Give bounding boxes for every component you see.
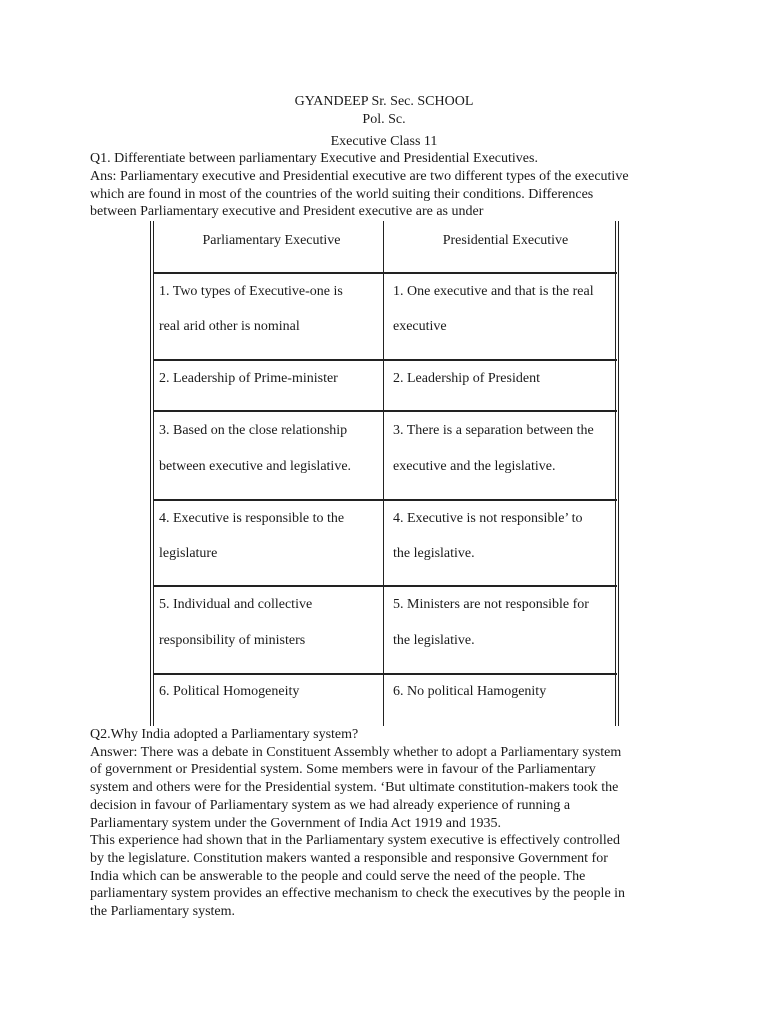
- table-cell: 5. Ministers are not responsible for: [393, 597, 589, 612]
- table-cell: executive: [393, 319, 447, 334]
- answer-1-line: Ans: Parliamentary executive and Presidential executive are two different types of the executive: [90, 169, 629, 184]
- table-cell: 1. One executive and that is the real: [393, 284, 594, 299]
- answer-2-line: by the legislature. Constitution makers wanted a responsible and responsive Government for: [90, 850, 608, 866]
- topic-class: Executive Class 11: [330, 134, 438, 149]
- question-2: Q2.Why India adopted a Parliamentary system?: [90, 727, 359, 742]
- table-cell: executive and the legislative.: [393, 459, 556, 474]
- table-cell: 6. Political Homogeneity: [159, 684, 300, 699]
- question-1: Q1. Differentiate between parliamentary Executive and Presidential Executives.: [90, 151, 538, 166]
- table-cell: 3. Based on the close relationship: [159, 423, 348, 438]
- answer-2-line: India which can be answerable to the people and could serve the need of the people. The: [90, 868, 586, 884]
- table-cell: 2. Leadership of President: [393, 371, 540, 386]
- answer-2-line: of government or Presidential system. Some members were in favour of the Parliamentary: [90, 762, 596, 778]
- table-cell: responsibility of ministers: [159, 633, 306, 648]
- table-cell: 4. Executive is responsible to the: [159, 511, 345, 526]
- table-cell: 5. Individual and collective: [159, 597, 313, 612]
- answer-1-line: between Parliamentary executive and President executive are as under: [90, 204, 484, 220]
- answer-2-line: Parliamentary system under the Government of India Act 1919 and 1935.: [90, 815, 501, 831]
- answer-2-line: the Parliamentary system.: [90, 904, 236, 920]
- answer-1: [90, 168, 690, 221]
- table-cell: 1. Two types of Executive-one is: [159, 284, 343, 299]
- table-cell: between executive and legislative.: [159, 459, 352, 474]
- table-cell: the legislative.: [393, 633, 475, 648]
- comparison-table: [150, 221, 620, 726]
- subject-title: Pol. Sc.: [362, 112, 406, 127]
- table-header-presidential: Presidential Executive: [442, 233, 569, 248]
- table-header-parliamentary: Parliamentary Executive: [202, 233, 341, 248]
- question-2-block: [90, 726, 690, 921]
- table-cell: 6. No political Hamogenity: [393, 684, 547, 699]
- answer-1-line: which are found in most of the countries of the world suiting their conditions. Differences: [90, 186, 594, 202]
- answer-2-line: This experience had shown that in the Parliamentary system executive is effectively controlled: [90, 833, 621, 849]
- answer-2-line: system and others were for the Presidential system. ‘But ultimate constitution-makers took the: [90, 780, 619, 796]
- answer-2-line: decision in favour of Parliamentary system as we had already experience of running a: [90, 797, 571, 813]
- table-cell: legislature: [159, 546, 218, 561]
- table-cell: the legislative.: [393, 546, 475, 561]
- school-name: GYANDEEP Sr. Sec. SCHOOL: [294, 94, 474, 109]
- table-cell: 4. Executive is not responsible’ to: [393, 511, 583, 526]
- answer-2-line: Answer: There was a debate in Constituent Assembly whether to adopt a Parliamentary system: [90, 744, 622, 760]
- table-cell: real arid other is nominal: [159, 319, 300, 334]
- answer-2-line: parliamentary system provides an effective mechanism to check the executives by the people in: [90, 886, 626, 902]
- table-cell: 3. There is a separation between the: [393, 423, 594, 438]
- table-cell: 2. Leadership of Prime-minister: [159, 371, 338, 386]
